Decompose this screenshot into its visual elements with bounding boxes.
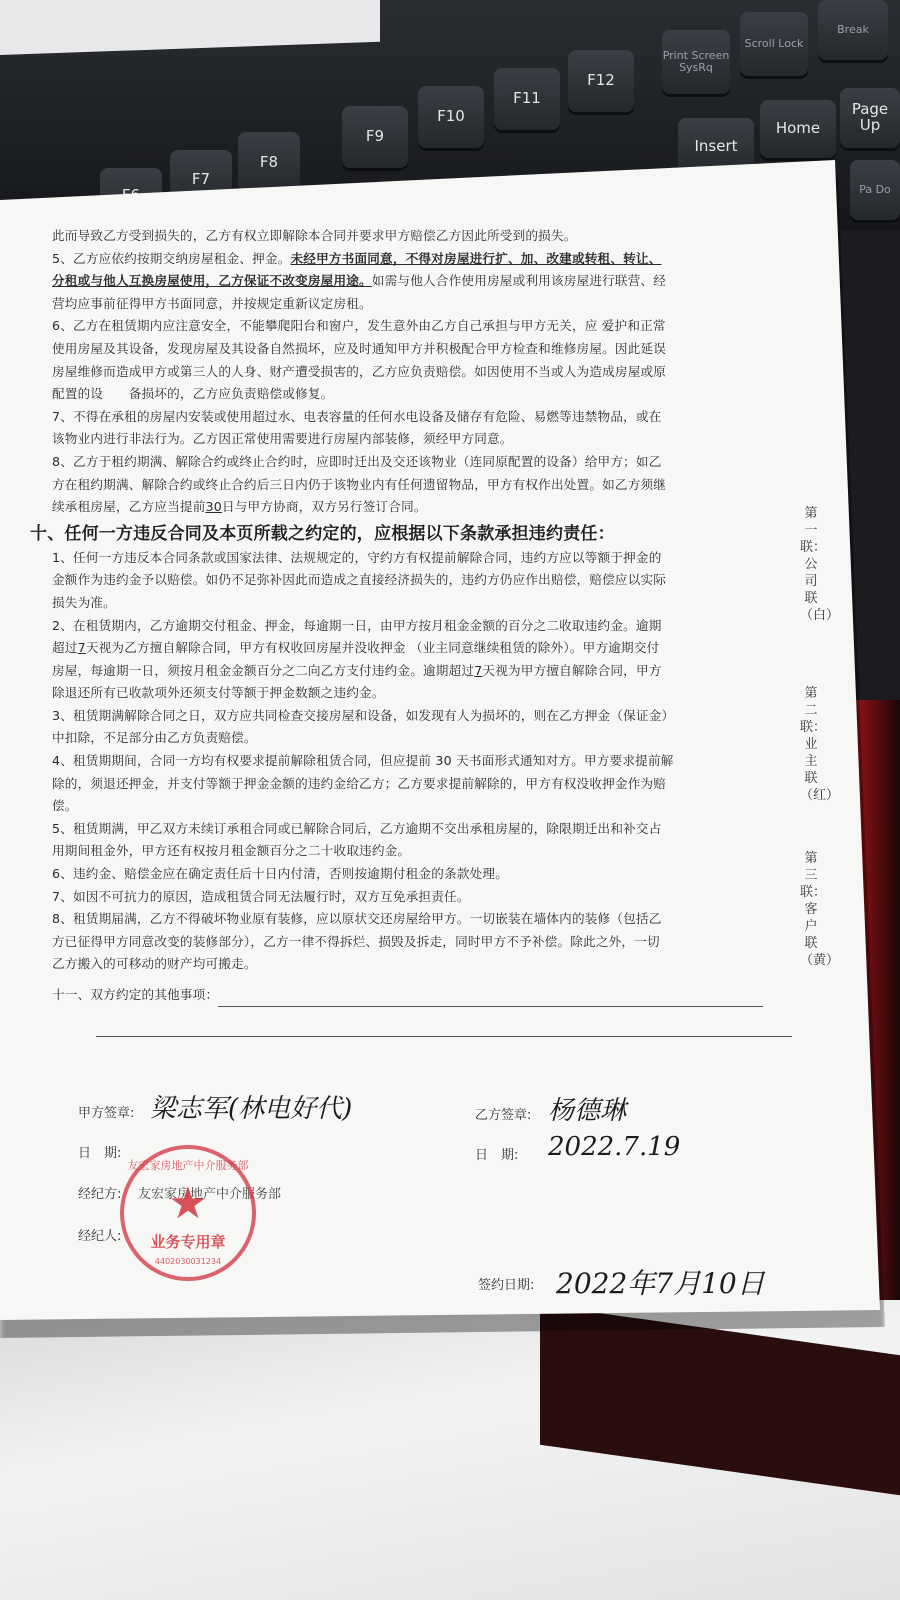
contract-line: 8、乙方于租约期满、解除合约或终止合约时，应即时迁出及交还该物业（连同原配置的设备）给甲方；如乙 — [52, 453, 662, 469]
contract-line: 损失为准。 — [52, 594, 116, 610]
contract-line — [52, 637, 792, 660]
party-a-label: 甲方签章: — [78, 1106, 135, 1121]
contract-line — [52, 660, 792, 683]
contract-line: 3、租赁期满解除合同之日，双方应共同检查交接房屋和设备，如发现有人为损坏的，则在乙方押金（保证金） — [52, 707, 675, 723]
contract-line: 6、乙方在租赁期内应注意安全，不能攀爬阳台和窗户，发生意外由乙方自己承担与甲方无关，应 爱护和正常 — [52, 318, 666, 334]
clause-8-tail: 日与甲方协商，双方另行签订合同。 — [221, 499, 427, 515]
contract-line: 除的，须退还押金，并支付等额于押金金额的违约金给乙方；乙方要求提前解除的，甲方有权没收押金作为赔 — [52, 775, 667, 791]
seal-number: 4402030031234 — [154, 1257, 222, 1266]
contract-line — [52, 270, 792, 293]
text-span: 房屋，每逾期一日，须按月租金金额百分之二向乙方支付违约金。逾期超过 — [52, 662, 475, 678]
seal-ring-text: 友宏家房地产中介服务部 — [127, 1159, 249, 1172]
sign-date-label: 签约日期: — [478, 1278, 535, 1293]
agency-value: 友宏家房地产中介服务部 — [138, 1187, 282, 1202]
clause-5-start: 5、乙方应依约按期交纳房屋租金、押金。 — [52, 250, 291, 266]
contract-line: 2、在租赁期内，乙方逾期交付租金、押金，每逾期一日，由甲方按月租金金额的百分之二收取违约金。逾期 — [52, 617, 662, 633]
contract-line: 7、不得在承租的房屋内安装或使用超过水、电表容量的任何水电设备及储存有危险、易燃等违禁物品，或在 — [52, 408, 662, 424]
key-f7: F7 — [170, 150, 232, 210]
party-b-label: 乙方签章: — [475, 1108, 532, 1123]
key-f12: F12 — [568, 50, 634, 112]
key-insert: Insert — [678, 118, 754, 176]
blank-line — [218, 1006, 763, 1007]
contract-line: 金额作为违约金予以赔偿。如仍不足弥补因此而造成之直接经济损失的，违约方仍应作出赔偿，赔偿应以实际 — [52, 572, 667, 588]
contract-line: 方在租约期满、解除合约或终止合约后三日内仍于该物业内有任何遗留物品，甲方有权作出处置。如乙方须继 — [52, 476, 667, 492]
key-home: Home — [760, 100, 836, 158]
star-icon: ★ — [168, 1178, 208, 1229]
clause-5-rest: 如需与他人合作使用房屋或利用该房屋进行联营、经 — [371, 273, 667, 289]
contract-line: 配置的设 备损坏的，乙方应负责赔偿或修复。 — [52, 386, 334, 402]
section-eleven-line2 — [52, 1015, 792, 1038]
contract-line — [52, 496, 792, 519]
key-scroll-lock: Scroll Lock — [740, 12, 808, 76]
contract-line: 偿。 — [52, 798, 78, 814]
contract-line: 7、如因不可抗力的原因，造成租赁合同无法履行时，双方互免承担责任。 — [52, 888, 470, 904]
contract-line: 中扣除，不足部分由乙方负责赔偿。 — [52, 730, 257, 746]
date-a-label: 日 期: — [78, 1146, 122, 1161]
section-eleven-label: 十一、双方约定的其他事项： — [52, 987, 219, 1002]
contract-line: 方已征得甲方同意改变的装修部分），乙方一律不得拆烂、损毁及拆走，同时甲方不予补偿。除此之外，一切 — [52, 933, 660, 949]
clause-5-bold: 未经甲方书面同意，不得对房屋进行扩、加、改建或转租、转让、 — [290, 250, 662, 266]
agency-label: 经纪方: — [78, 1187, 122, 1202]
key-break: Break — [818, 0, 888, 60]
side-label-customer: 第三联：客户联（黄） — [800, 851, 840, 968]
key-f11: F11 — [494, 68, 560, 130]
key-page-up: Page Up — [840, 88, 900, 148]
company-seal — [120, 1145, 256, 1281]
text-span: 天视为乙方擅自解除合同，甲方有权收回房屋并没收押金 （业主同意继续租赁的除外）。甲方逾期交付 — [85, 640, 660, 656]
days-value: 7 — [474, 662, 483, 678]
party-b-signature: 杨德琳 — [548, 1096, 627, 1126]
contract-line: 用期间租金外，甲方还有权按月租金额百分之二十收取违约金。 — [52, 843, 411, 859]
text-span: 天视为甲方擅自解除合同，甲方 — [482, 662, 662, 678]
contract-line: 此而导致乙方受到损失的，乙方有权立即解除本合同并要求甲方赔偿乙方因此所受到的损失。 — [52, 228, 577, 243]
date-b-value: 2022.7.19 — [548, 1132, 681, 1162]
key-page-down: Pa Do — [850, 160, 900, 220]
contract-line: 除退还所有已收款项外还须支付等额于押金数额之违约金。 — [52, 685, 385, 701]
side-label-owner: 第二联：业主联（红） — [800, 686, 840, 803]
contract-line: 乙方搬入的可移动的财产均可搬走。 — [52, 956, 257, 972]
contract-text — [30, 225, 792, 1037]
contract-line: 6、违约金、赔偿金应在确定责任后十日内付清，否则按逾期付租金的条款处理。 — [52, 866, 508, 882]
contract-line: 8、租赁期届满，乙方不得破坏物业原有装修，应以原状交还房屋给甲方。一切嵌装在墙体内的装修（包括乙 — [52, 911, 662, 927]
contract-line: 营均应事前征得甲方书面同意，并按规定重新议定房租。 — [52, 295, 372, 311]
monitor-edge — [0, 0, 380, 55]
key-print-screen: Print Screen SysRq — [662, 30, 730, 94]
clause-8-end: 续承租房屋，乙方应当提前 — [52, 499, 206, 515]
days-value: 30 — [205, 499, 222, 515]
section-eleven — [52, 984, 792, 1007]
text-span: 超过 — [52, 640, 78, 656]
sign-date-value: 2022年7月10日 — [556, 1267, 765, 1300]
contract-line — [52, 248, 792, 271]
section-ten-title: 十、任何一方违反合同及本页所载之约定的，应根据以下条款承担违约责任： — [30, 523, 615, 544]
contract-line: 房屋维修而造成甲方或第三人的人身、财产遭受损害的，乙方应负责赔偿。如因使用不当或人为造成房屋或原 — [52, 363, 667, 379]
clause-5-bold-cont: 分租或与他人互换房屋使用，乙方保证不改变房屋用途。 — [52, 273, 372, 289]
contract-line: 4、租赁期期间，合同一方均有权要求提前解除租赁合同，但应提前 30 天书面形式通知对方。甲方要求提前解 — [52, 753, 674, 769]
contract-line: 5、租赁期满，甲乙双方未续订承租合同或已解除合同后，乙方逾期不交出承租房屋的，除限期迁出和补交占 — [52, 820, 662, 836]
contract-line: 1、任何一方违反本合同条款或国家法律、法规规定的，守约方有权提前解除合同，违约方应以等额于押金的 — [52, 549, 662, 565]
contract-line: 使用房屋及其设备，发现房屋及其设备自然损坏，应及时通知甲方并积极配合甲方检查和维修房屋。因此延误 — [52, 340, 667, 356]
days-value: 7 — [77, 640, 86, 656]
contract-line: 该物业内进行非法行为。乙方因正常使用需要进行房屋内部装修，须经甲方同意。 — [52, 431, 513, 447]
agent-label: 经纪人: — [78, 1229, 122, 1244]
key-f9: F9 — [342, 106, 408, 168]
seal-center-text: 业务专用章 — [150, 1233, 226, 1251]
key-f8: F8 — [238, 132, 300, 194]
side-label-company: 第一联：公司联（白） — [800, 506, 840, 623]
party-a-signature: 梁志军(林电好代) — [150, 1094, 353, 1124]
key-f10: F10 — [418, 86, 484, 148]
date-b-label: 日 期: — [475, 1148, 519, 1163]
blank-line — [96, 1036, 792, 1037]
